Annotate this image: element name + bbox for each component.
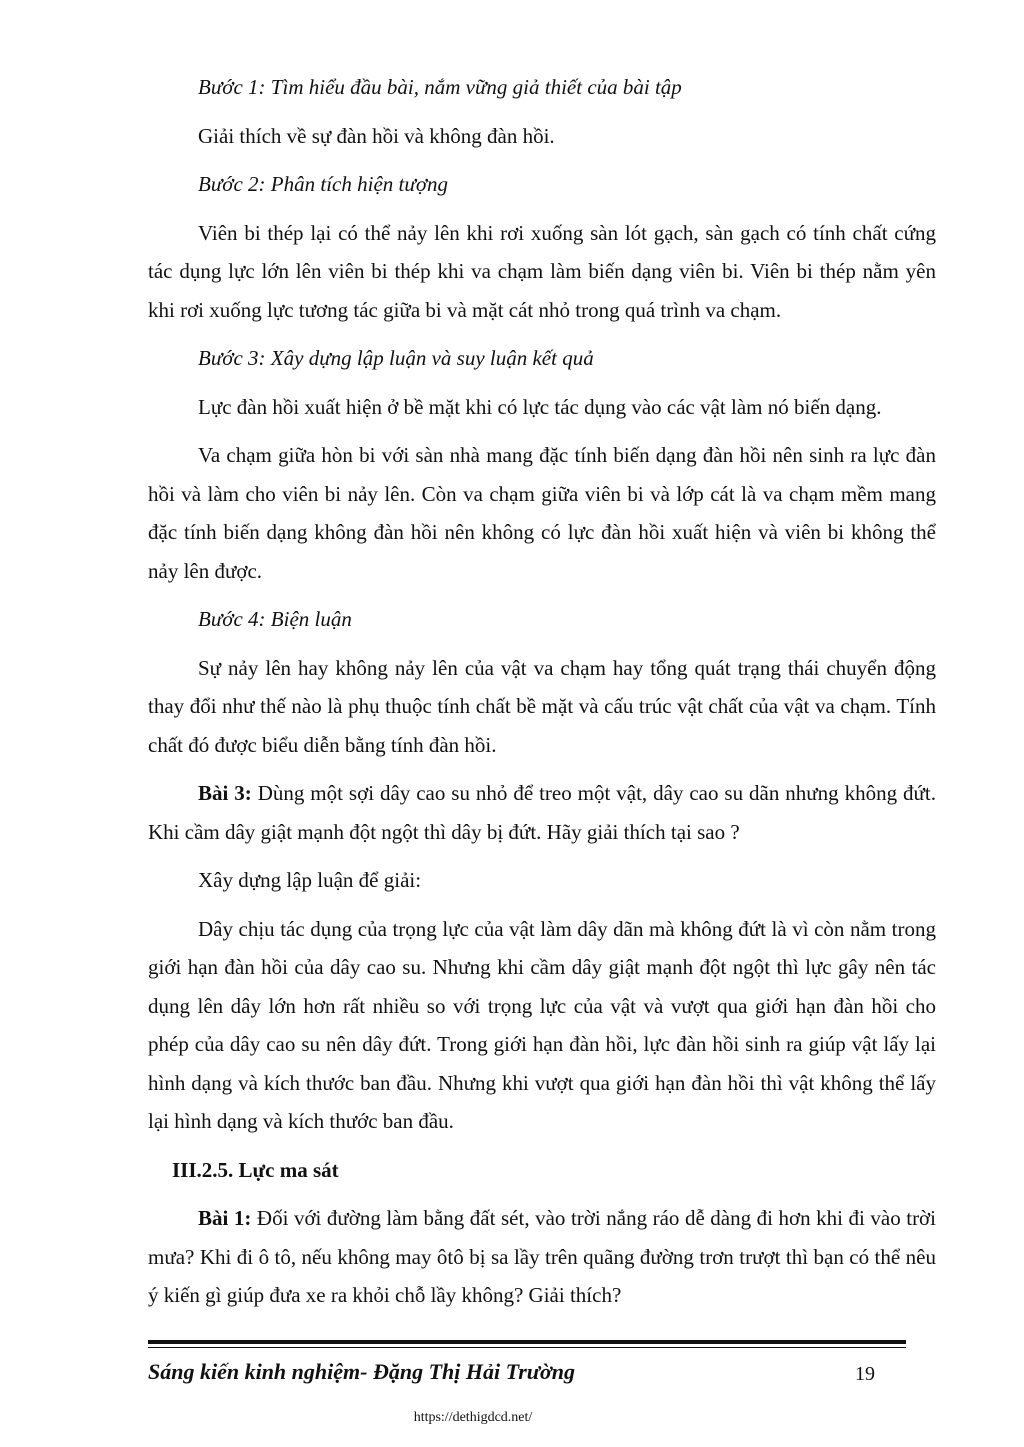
step-heading: Bước 4: Biện luận <box>198 607 352 631</box>
paragraph: Va chạm giữa hòn bi với sàn nhà mang đặc tính biến dạng đàn hồi nên sinh ra lực đàn hồi và làm cho viên bi nảy lên. Còn va chạm giữa viên bi và lớp cát là va chạm mềm mang đặc tính biến dạng không đàn hồi nên không có lực đàn hồi xuất hiện và viên bi không thể nảy lên được. <box>148 443 936 583</box>
footer-rule <box>148 1340 906 1344</box>
step-heading: Bước 2: Phân tích hiện tượng <box>198 172 449 196</box>
footer-rule-secondary <box>148 1347 906 1348</box>
step-heading: Bước 1: Tìm hiểu đầu bài, nắm vững giả thiết của bài tập <box>198 75 682 99</box>
exercise-label: Bài 3: <box>198 781 252 805</box>
paragraph: Xây dựng lập luận để giải: <box>198 868 422 892</box>
paragraph: Sự nảy lên hay không nảy lên của vật va chạm hay tổng quát trạng thái chuyển động thay đổi như thế nào là phụ thuộc tính chất bề mặt và cấu trúc vật chất của vật va chạm. Tính chất đó được biểu diễn bằng tính đàn hồi. <box>148 655 936 757</box>
document-body <box>148 68 936 1325</box>
exercise-label: Bài 1: <box>198 1206 252 1230</box>
paragraph-text: Dùng một sợi dây cao su nhỏ để treo một vật, dây cao su dãn nhưng không đứt. Khi cầm dây giật mạnh đột ngột thì dây bị đứt. Hãy giải thích tại sao ? <box>148 781 936 844</box>
paragraph: Viên bi thép lại có thể nảy lên khi rơi xuống sàn lót gạch, sàn gạch có tính chất cứng tác dụng lực lớn lên viên bi thép khi va chạm làm biến dạng viên bi. Viên bi thép nằm yên khi rơi xuống lực tương tác giữa bi và mặt cát nhỏ trong quá trình va chạm. <box>148 220 936 322</box>
paragraph: Giải thích về sự đàn hồi và không đàn hồi. <box>198 123 555 148</box>
section-heading: III.2.5. Lực ma sát <box>172 1157 339 1182</box>
paragraph-text: Đối với đường làm bằng đất sét, vào trời nắng ráo dễ dàng đi hơn khi đi vào trời mưa? Khi đi ô tô, nếu không may ôtô bị sa lầy trên quãng đường trơn trượt thì bạn có thể nêu ý kiến gì giúp đưa xe ra khỏi chỗ lầy không? Giải thích? <box>148 1206 936 1307</box>
footer-title: Sáng kiến kinh nghiệm- Đặng Thị Hải Trường <box>148 1359 575 1384</box>
page-number: 19 <box>855 1363 875 1385</box>
step-heading: Bước 3: Xây dựng lập luận và suy luận kết quả <box>198 346 594 370</box>
paragraph <box>148 1199 936 1315</box>
source-url[interactable]: https://dethigdcd.net/ <box>413 1410 533 1425</box>
paragraph: Lực đàn hồi xuất hiện ở bề mặt khi có lực tác dụng vào các vật làm nó biến dạng. <box>198 394 882 419</box>
paragraph <box>148 774 936 851</box>
paragraph: Dây chịu tác dụng của trọng lực của vật làm dây dãn mà không đứt là vì còn nằm trong giới hạn đàn hồi của dây cao su. Nhưng khi cầm dây giật mạnh đột ngột thì lực gây nên tác dụng lên dây lớn hơn rất nhiều so với trọng lực của vật và vượt qua giới hạn đàn hồi cho phép của dây cao su nên dây đứt. Trong giới hạn đàn hồi, lực đàn hồi sinh ra giúp vật lấy lại hình dạng và kích thước ban đầu. Nhưng khi vượt qua giới hạn đàn hồi thì vật không thể lấy lại hình dạng và kích thước ban đầu. <box>148 916 936 1133</box>
